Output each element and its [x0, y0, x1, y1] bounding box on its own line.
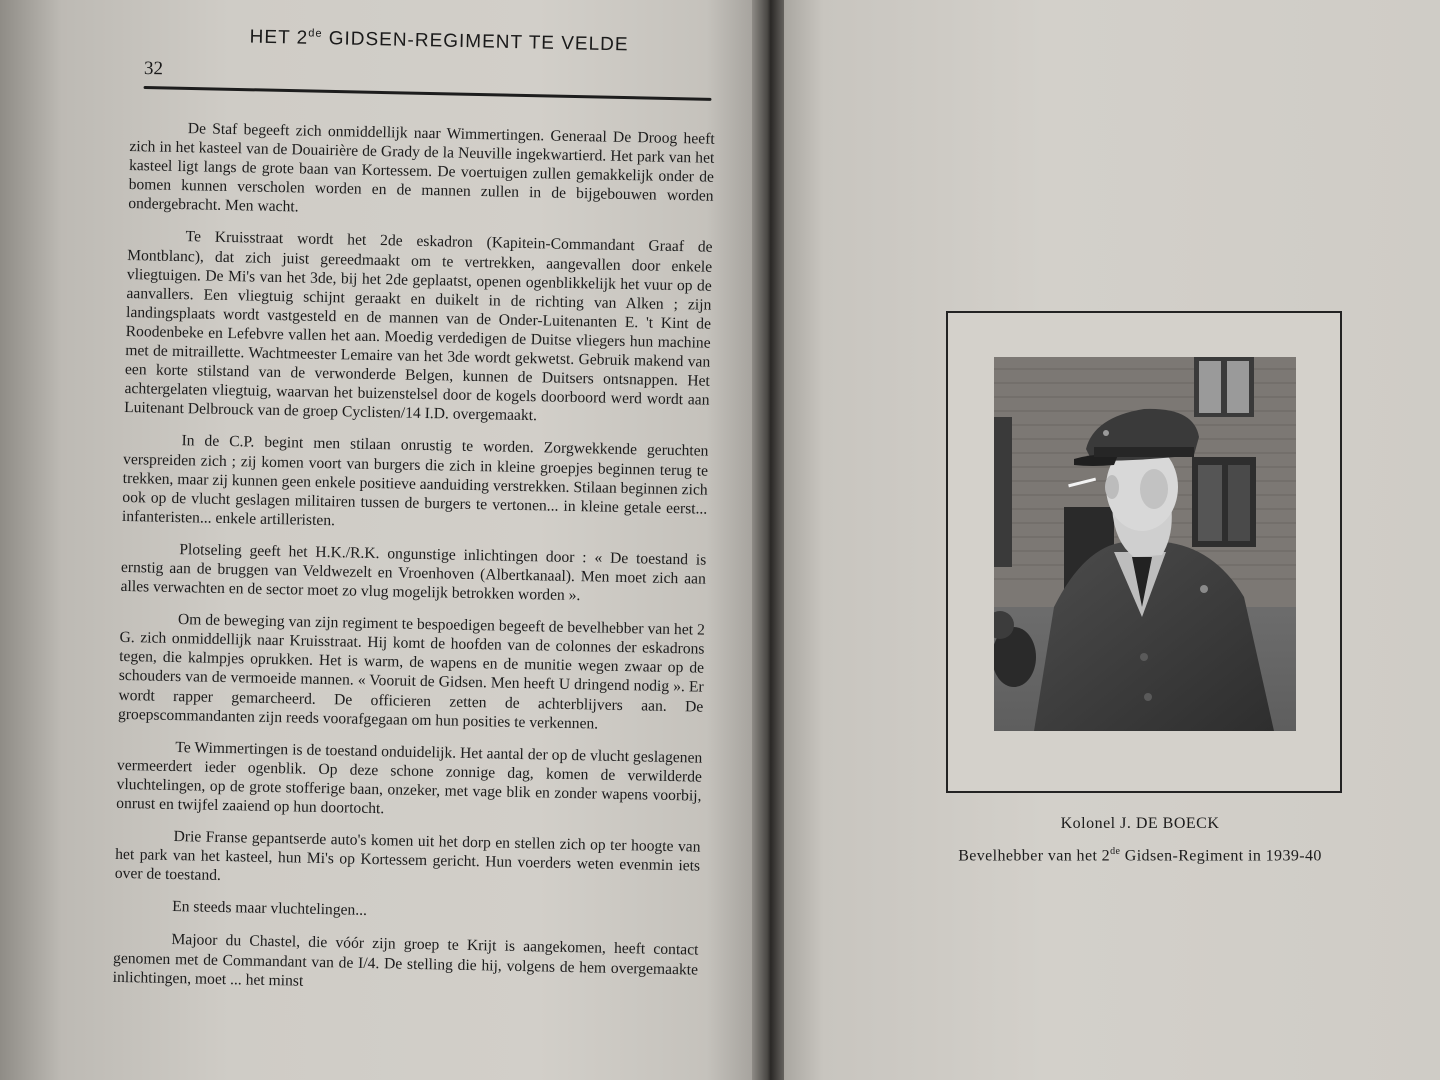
- header-rule: [144, 86, 712, 101]
- paragraph: In de C.P. begint men stilaan onrustig te worden. Zorgwekkende geruchten verspreiden zich ; zij komen voort van burgers die zich in kleine groepjes beginnen terug te trekken, maar zij kunnen geen enkele positieve aanduiding verstrekken. Stilaan beginnen zich ook op de vlucht geslagen militairen tussen de burgers te vertonen... in kleine getale eerst... infanteristen... enkele artilleristen.: [121, 432, 709, 529]
- paragraph: Drie Franse gepantserde auto's komen uit het dorp en stellen zich op ter hoogte van het park van het kasteel, hun Mi's op Kortessem gericht. Hun voerders weten evenmin iets over de toestand.: [114, 828, 701, 885]
- figure-caption-role: [920, 846, 1360, 865]
- running-head: [249, 26, 628, 56]
- photo-frame: [946, 311, 1342, 793]
- paragraph: En steeds maar vluchtelingen...: [172, 898, 368, 920]
- paragraph: Majoor du Chastel, die vóór zijn groep te Krijt is aangekomen, heeft contact genomen met de Commandant van de I/4. De stelling die hij, volgens de hem overgemaakte inlichtingen, moet ... het minst: [112, 931, 699, 990]
- page-number: 32: [143, 57, 164, 80]
- paragraph: De Staf begeeft zich onmiddellijk naar Wimmertingen. Generaal De Droog heeft zich in het kasteel van de Douairière de Grady de la Neuville ingekwartierd. Het park van het kasteel ligt langs de grote baan van Kortessem. De voertuigen zullen gemakkelijk onder de bomen kunnen verscholen worden en de mannen zullen in de bijgebouwen worden ondergebracht. Men wacht.: [128, 120, 715, 216]
- caption-role-suffix: Gidsen-Regiment in 1939-40: [1120, 847, 1322, 865]
- book-gutter: [752, 0, 786, 1080]
- caption-role-sup: de: [1110, 846, 1121, 857]
- running-head-suffix: GIDSEN-REGIMENT TE VELDE: [322, 28, 629, 56]
- portrait-photo: [994, 357, 1296, 731]
- page-header: [143, 20, 715, 112]
- running-head-sup: de: [308, 27, 323, 40]
- figure-caption-name: Kolonel J. DE BOECK: [1060, 815, 1220, 832]
- paragraph: Te Kruisstraat wordt het 2de eskadron (Kapitein-Commandant Graaf de Montblanc), dat zich juist gereedmaakt om te vertrekken, aangevallen door enkele vliegtuigen. De Mi's van het 3de, bij het 2de geplaatst, openen ogenblikkelijk het vuur op de aanvallers. Een vliegtuig schijnt geraakt en duikelt in de richting van Alken ; zijn landingsplaats wordt vastgesteld en de mannen van de Onder-Luitenanten E. 't Kint de Roodenbeke en Lefebvre vallen het aan. Moedig verdedigen de Duitse vliegers hun machine met de mitraillette. Wachtmeester Lemaire van het 3de wordt gekwetst. Gebruik makend van een korte stilstand van de verwonderde Belgen, kunnen de Duitsers ontsnappen. Het achtergelaten vliegtuig, waarvan het buizenstelsel door de kogels doorboord werd wordt aan Luitenant Delbrouck van de groep Cyclisten/14 I.D. overgemaakt.: [124, 228, 713, 425]
- body-text: [112, 118, 715, 1011]
- caption-role-prefix: Bevelhebber van het 2: [958, 847, 1111, 865]
- running-head-prefix: HET 2: [249, 26, 309, 49]
- paragraph: Plotseling geeft het H.K./R.K. ongunstige inlichtingen door : « De toestand is ernstig aan de bruggen van Veldwezelt en Vroenhoven (Albertkanaal). Men moet zich aan alles verwachten en de sector moet zo vlug mogelijk betrokken worden ».: [120, 540, 707, 605]
- paragraph: Om de beweging van zijn regiment te bespoedigen begeeft de bevelhebber van het 2 G. zich onmiddellijk naar Kruisstraat. Hij komt de hoofden van de colonnes der eskadrons tegen, die kalmpjes oprukken. Het is warm, de wapens en de munitie wegen zwaar op de schouders van de vermoeide mannen. « Vooruit de Gidsen. Men heeft U dringend nodig ». Er wordt rapper gemarcheerd. De officieren zetten de achterblijvers aan. De groepscommandanten zijn reeds voorafgegaan om hun posities te verkennen.: [117, 611, 706, 733]
- portrait-illustration: [994, 357, 1296, 731]
- paragraph: Te Wimmertingen is de toestand onduidelijk. Het aantal der op de vlucht geslagenen vermeerdert ieder ogenblik. Op deze schone zonnige dag, komen de verwilderde vluchtelingen, op de grote stofferige baan, onzeker, met vage blik en zonder wapens voorbij, onrust en twijfel zaaiend op hun doortocht.: [116, 738, 703, 818]
